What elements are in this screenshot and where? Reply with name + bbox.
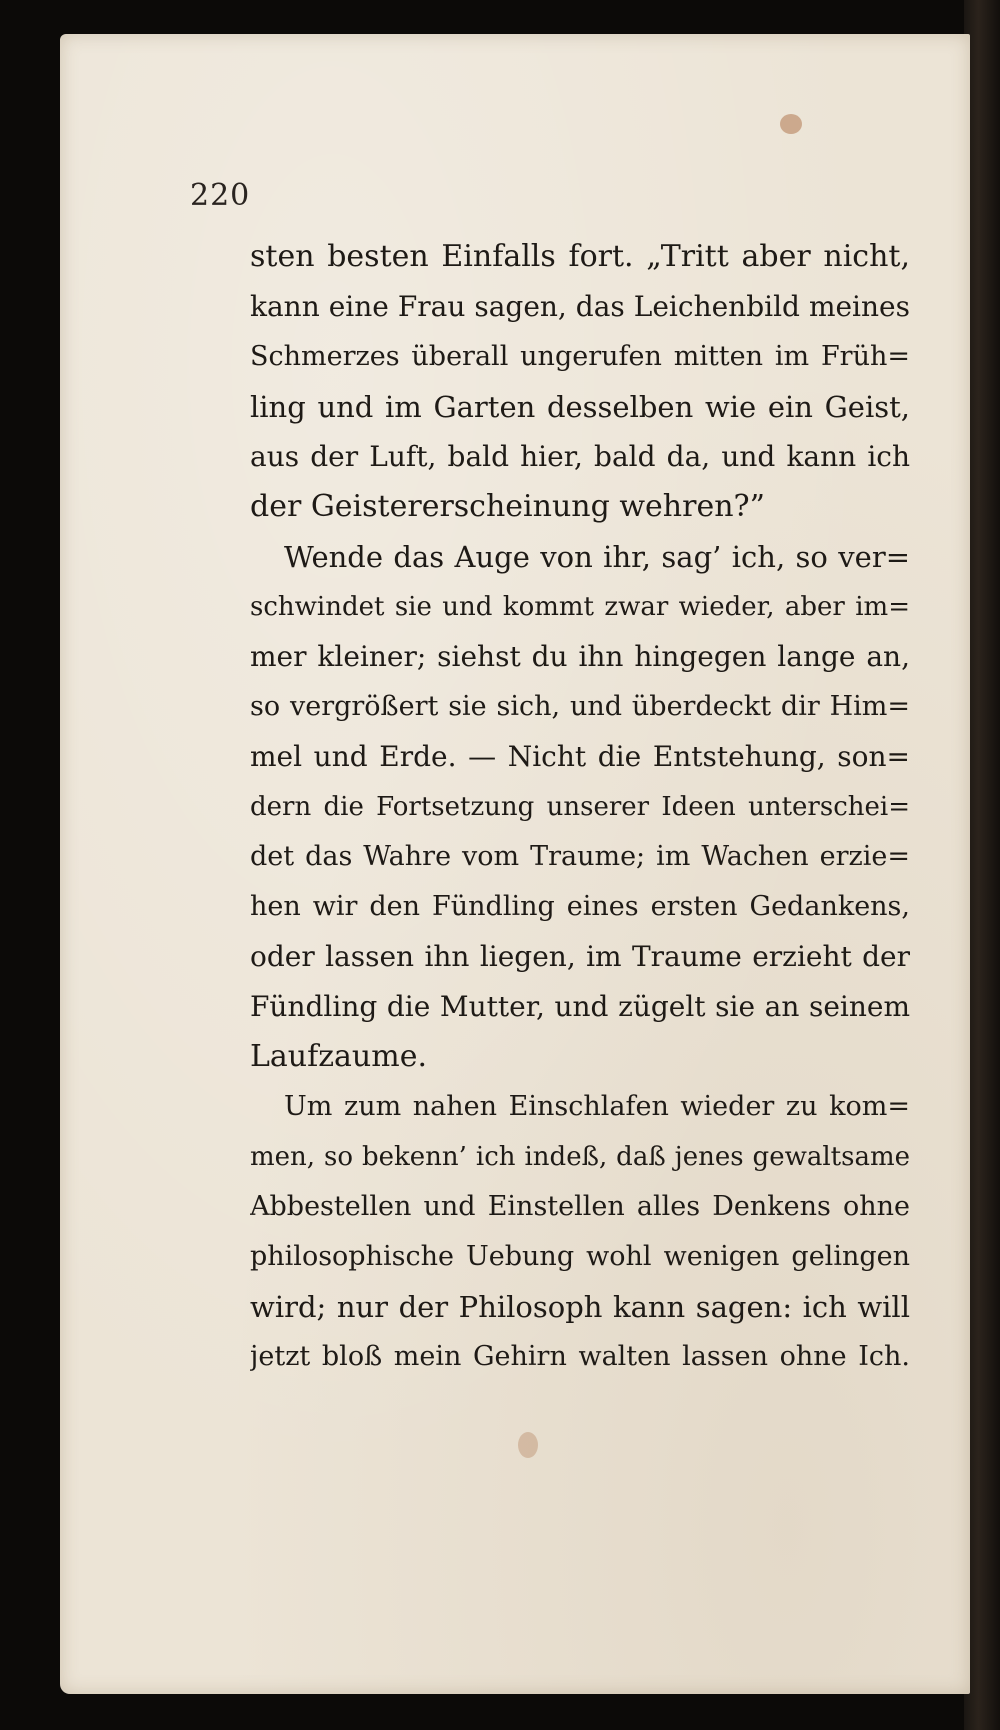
- text-line: der Geistererscheinung wehren?”: [250, 489, 765, 524]
- text-line: Fündling die Mutter, und zügelt sie an seinem: [250, 990, 910, 1023]
- text-line: Wende das Auge von ihr, sag’ ich, so ver=: [284, 540, 910, 574]
- text-line: ling und im Garten desselben wie ein Geist,: [250, 390, 910, 424]
- page-text: [250, 232, 910, 1382]
- text-line: so vergrößert sie sich, und überdeckt dir Him=: [250, 691, 910, 722]
- text-line: aus der Luft, bald hier, bald da, und kann ich: [250, 440, 910, 473]
- text-line: Um zum nahen Einschlafen wieder zu kom=: [284, 1091, 910, 1122]
- text-line: mer kleiner; siehst du ihn hingegen lange an,: [250, 640, 910, 673]
- text-line: oder lassen ihn liegen, im Traume erzieht der: [250, 940, 910, 973]
- paper-stain: [518, 1432, 538, 1458]
- text-line: kann eine Frau sagen, das Leichenbild meines: [250, 290, 910, 323]
- text-line: det das Wahre vom Traume; im Wachen erzie=: [250, 841, 910, 872]
- page-number: 220: [190, 178, 251, 213]
- text-line: men, so bekenn’ ich indeß, daß jenes gewaltsame: [250, 1142, 910, 1172]
- text-line: schwindet sie und kommt zwar wieder, aber im=: [250, 592, 910, 622]
- text-line: wird; nur der Philosoph kann sagen: ich will: [250, 1290, 910, 1324]
- text-line: Abbestellen und Einstellen alles Denkens ohne: [250, 1191, 910, 1222]
- text-line: jetzt bloß mein Gehirn walten lassen ohne Ich.: [250, 1341, 910, 1372]
- text-line: hen wir den Fündling eines ersten Gedankens,: [250, 891, 910, 922]
- paper-stain: [780, 114, 802, 134]
- text-line: Laufzaume.: [250, 1039, 427, 1074]
- text-line: dern die Fortsetzung unserer Ideen unterschei=: [250, 792, 910, 822]
- text-line: sten besten Einfalls fort. „Tritt aber nicht,: [250, 239, 910, 274]
- text-line: philosophische Uebung wohl wenigen gelingen: [250, 1241, 910, 1272]
- text-line: Schmerzes überall ungerufen mitten im Früh=: [250, 341, 910, 372]
- text-line: mel und Erde. — Nicht die Entstehung, son=: [250, 740, 910, 773]
